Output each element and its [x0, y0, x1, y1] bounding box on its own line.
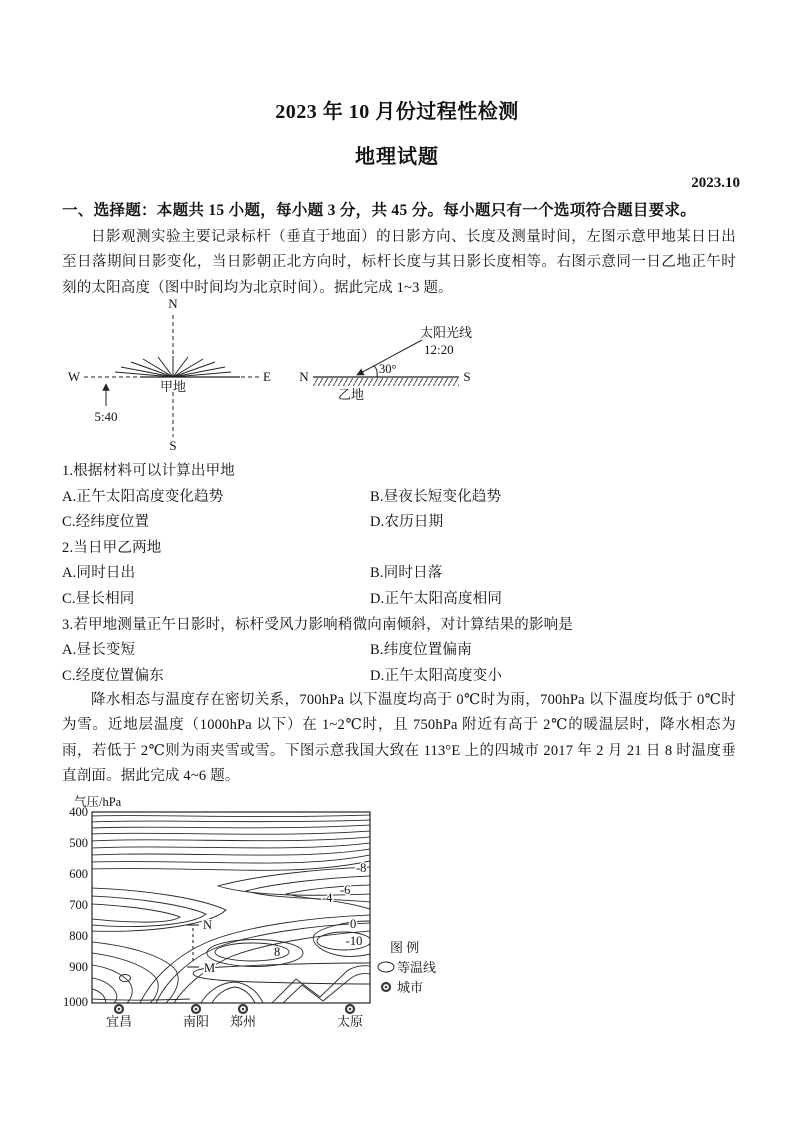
shadow-rays: [115, 356, 231, 377]
section-heading: 一、选择题：本题共 15 小题，每小题 3 分，共 45 分。每小题只有一个选项符合题目要求。: [62, 202, 697, 219]
city-dot-icon: [239, 1005, 247, 1013]
contour-label-minus6: -6: [340, 883, 351, 897]
exam-subtitle: 地理试题: [355, 146, 439, 168]
place-b-label: 乙地: [337, 387, 365, 402]
city-dot-icon: [115, 1005, 123, 1013]
question-3-option-b: B.纬度位置偏南: [370, 642, 472, 659]
isotherm-contours: [92, 815, 371, 1003]
y-tick-900: 900: [69, 960, 88, 974]
ground-south-label: S: [463, 369, 471, 384]
contour-label-minus4: -4: [322, 891, 333, 905]
contour-label-zero: 0: [350, 917, 357, 931]
point-n-label: N: [203, 918, 213, 932]
question-2-option-b: B.同时日落: [370, 565, 443, 582]
question-1-option-a: A.正午太阳高度变化趋势: [62, 488, 224, 505]
question-1-option-d: D.农历日期: [370, 514, 444, 531]
question-2-option-a: A.同时日出: [62, 565, 136, 582]
contour-label-minus8: -8: [356, 861, 367, 875]
chart-legend: [378, 940, 436, 995]
ground-north-label: N: [299, 369, 309, 384]
question-3-stem: 3.若甲地测量正午日影时，标杆受风力影响稍微向南倾斜，对计算结果的影响是: [62, 616, 574, 633]
compass-south-label: S: [169, 438, 177, 453]
question-1-option-b: B.昼夜长短变化趋势: [370, 488, 502, 505]
city-dot-icon: [346, 1005, 354, 1013]
question-3-option-d: D.正午太阳高度变小: [370, 667, 503, 684]
angle-arc: [374, 366, 378, 378]
y-tick-400: 400: [69, 805, 88, 819]
legend-city-label: 城市: [397, 980, 424, 995]
passage-2: 降水相态与温度存在密切关系，700hPa 以下温度均高于 0℃时为雨，700hPa 以下温度均低于 0℃时为雪。近地层温度（1000hPa 以下）在 1~2℃时，且 750hPa 附近有高于 2℃的暖温层时，降水相态为雨，若低于 2℃则为雨夹雪或雪。下图示意我国大致在 113°E 上的四城市 2017 年 2 月 21 日 8 时温度垂直剖面。据此完成 4~6 题。: [62, 692, 736, 785]
exam-date: 2023.10: [691, 175, 740, 191]
city-label-taiyuan: 太原: [336, 1014, 364, 1029]
question-2-option-d: D.正午太阳高度相同: [370, 590, 503, 607]
legend-isotherm-label: 等温线: [397, 960, 437, 975]
ground-hatch: [313, 378, 459, 386]
exam-title: 2023 年 10 月份过程性检测: [275, 101, 519, 123]
contour-label-8: 8: [274, 945, 281, 959]
figure-pressure-cross-section: [60, 795, 640, 1045]
sun-angle-label: 30°: [379, 362, 397, 376]
y-tick-600: 600: [69, 867, 88, 881]
nm-marker: [187, 925, 199, 967]
question-3-option-a: A.昼长变短: [62, 642, 136, 659]
compass-west-label: W: [67, 369, 81, 384]
sunrise-time-label: 5:40: [94, 409, 118, 424]
city-markers: [106, 1005, 363, 1029]
city-label-zhengzhou: 郑州: [229, 1014, 257, 1029]
noon-time-label: 12:20: [424, 342, 454, 357]
question-2-stem: 2.当日甲乙两地: [62, 539, 162, 556]
y-tick-500: 500: [69, 836, 88, 850]
city-label-nanyang: 南阳: [182, 1014, 210, 1029]
question-3-option-c: C.经度位置偏东: [62, 667, 164, 684]
y-tick-700: 700: [69, 898, 88, 912]
sun-ray-label: 太阳光线: [420, 325, 473, 340]
city-dot-icon: [192, 1005, 200, 1013]
contour-label-minus10: -10: [345, 934, 363, 948]
question-2-option-c: C.昼长相同: [62, 590, 135, 607]
y-axis-title: 气压/hPa: [74, 795, 122, 809]
legend-title: 图 例: [390, 940, 420, 955]
y-tick-1000: 1000: [63, 995, 88, 1009]
question-1-stem: 1.根据材料可以计算出甲地: [62, 463, 235, 479]
city-label-yichang: 宜昌: [105, 1014, 133, 1029]
questions-block: [62, 459, 740, 689]
compass-north-label: N: [168, 296, 178, 311]
isotherm-icon: [378, 962, 394, 972]
figure-sun-shadow: [60, 293, 480, 458]
question-1-option-c: C.经纬度位置: [62, 514, 150, 531]
compass-east-label: E: [263, 369, 271, 384]
y-axis-ticks: [63, 805, 88, 1009]
point-m-label: M: [204, 961, 216, 975]
city-legend-icon: [382, 983, 390, 991]
place-a-label: 甲地: [159, 379, 187, 394]
passage-1: 日影观测实验主要记录标杆（垂直于地面）的日影方向、长度及测量时间，左图示意甲地某日日出至日落期间日影变化，当日影朝正北方向时，标杆长度与其日影长度相等。右图示意同一日乙地正午时刻的太阳高度（图中时间均为北京时间）。据此完成 1~3 题。: [62, 229, 736, 296]
y-tick-800: 800: [69, 929, 88, 943]
